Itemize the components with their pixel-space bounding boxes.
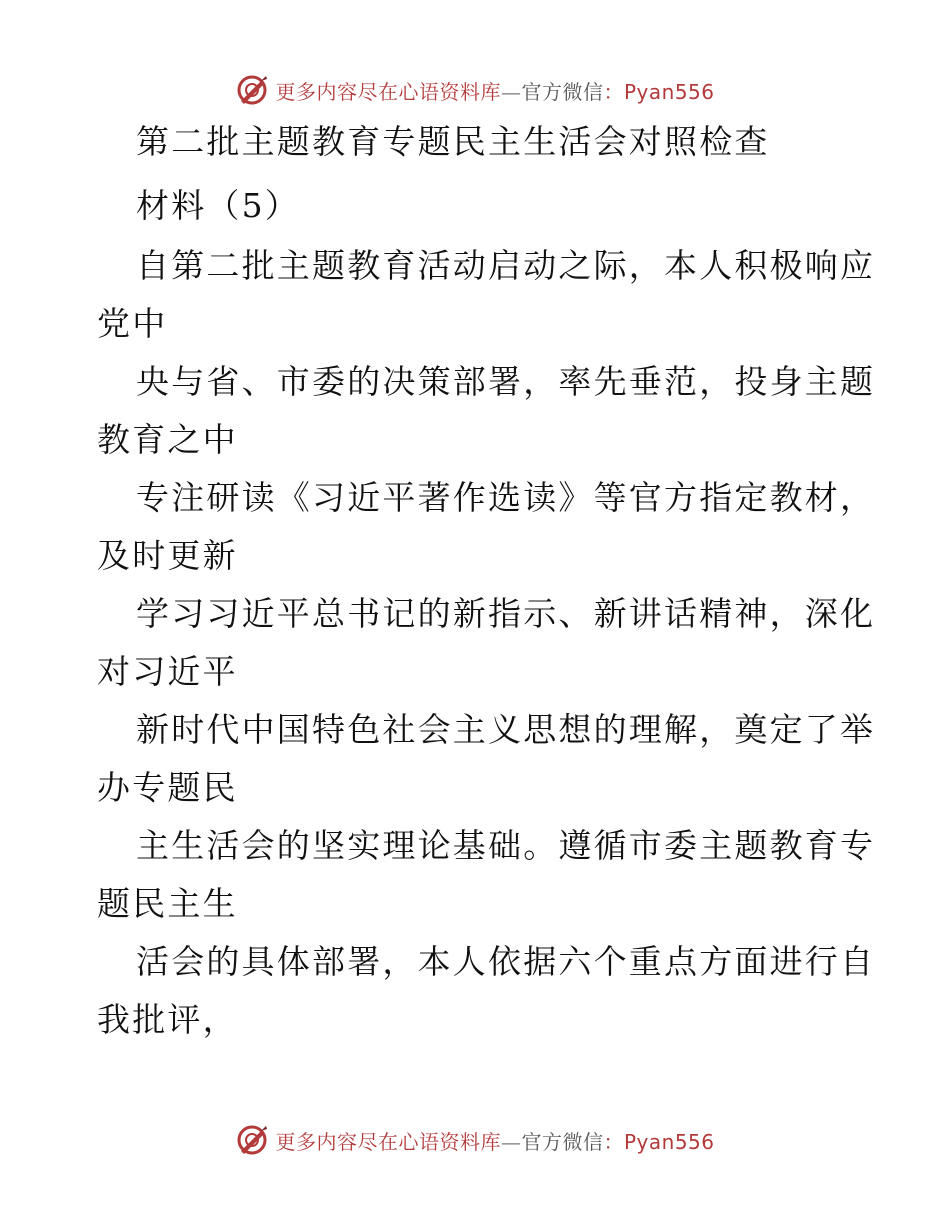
watermark-separator: — bbox=[500, 1129, 522, 1154]
document-title-line-1: 第二批主题教育专题民主生活会对照检查 bbox=[136, 122, 770, 161]
watermark-official: 官方微信 bbox=[521, 79, 604, 104]
paragraph-line: 新时代中国特色社会主义思想的理解，奠定了举 bbox=[136, 710, 876, 749]
watermark-colon: ： bbox=[603, 1129, 624, 1154]
paragraph-line: 党中 bbox=[97, 304, 168, 343]
watermark-text bbox=[275, 1126, 714, 1155]
paragraph-line: 我批评， bbox=[97, 1000, 238, 1039]
paragraph-line: 办专题民 bbox=[97, 768, 238, 807]
watermark-official: 官方微信 bbox=[521, 1129, 604, 1154]
paragraph-line: 主生活会的坚实理论基础。遵循市委主题教育专 bbox=[136, 826, 876, 865]
watermark-id: Pyan556 bbox=[623, 1129, 715, 1154]
paragraph-line: 学习习近平总书记的新指示、新讲话精神，深化 bbox=[136, 594, 876, 633]
header-watermark bbox=[0, 70, 950, 110]
watermark-brand: 更多内容尽在心语资料库 bbox=[275, 1129, 501, 1154]
paragraph-line: 对习近平 bbox=[97, 652, 238, 691]
watermark-separator: — bbox=[500, 79, 522, 104]
watermark-colon: ： bbox=[603, 79, 624, 104]
paragraph-line: 自第二批主题教育活动启动之际，本人积极响应 bbox=[136, 246, 876, 285]
watermark-id: Pyan556 bbox=[623, 79, 715, 104]
watermark-text bbox=[275, 76, 714, 105]
watermark-brand: 更多内容尽在心语资料库 bbox=[275, 79, 501, 104]
brand-logo-icon bbox=[235, 1123, 269, 1157]
paragraph-line: 活会的具体部署，本人依据六个重点方面进行自 bbox=[136, 942, 876, 981]
footer-watermark bbox=[0, 1120, 950, 1160]
paragraph-line: 专注研读《习近平著作选读》等官方指定教材， bbox=[136, 478, 876, 517]
paragraph-line: 央与省、市委的决策部署，率先垂范，投身主题 bbox=[136, 362, 876, 401]
paragraph-line: 及时更新 bbox=[97, 536, 238, 575]
document-title-line-2: 材料（5） bbox=[136, 186, 300, 225]
paragraph-line: 教育之中 bbox=[97, 420, 238, 459]
paragraph-line: 题民主生 bbox=[97, 884, 238, 923]
brand-logo-icon bbox=[235, 73, 269, 107]
